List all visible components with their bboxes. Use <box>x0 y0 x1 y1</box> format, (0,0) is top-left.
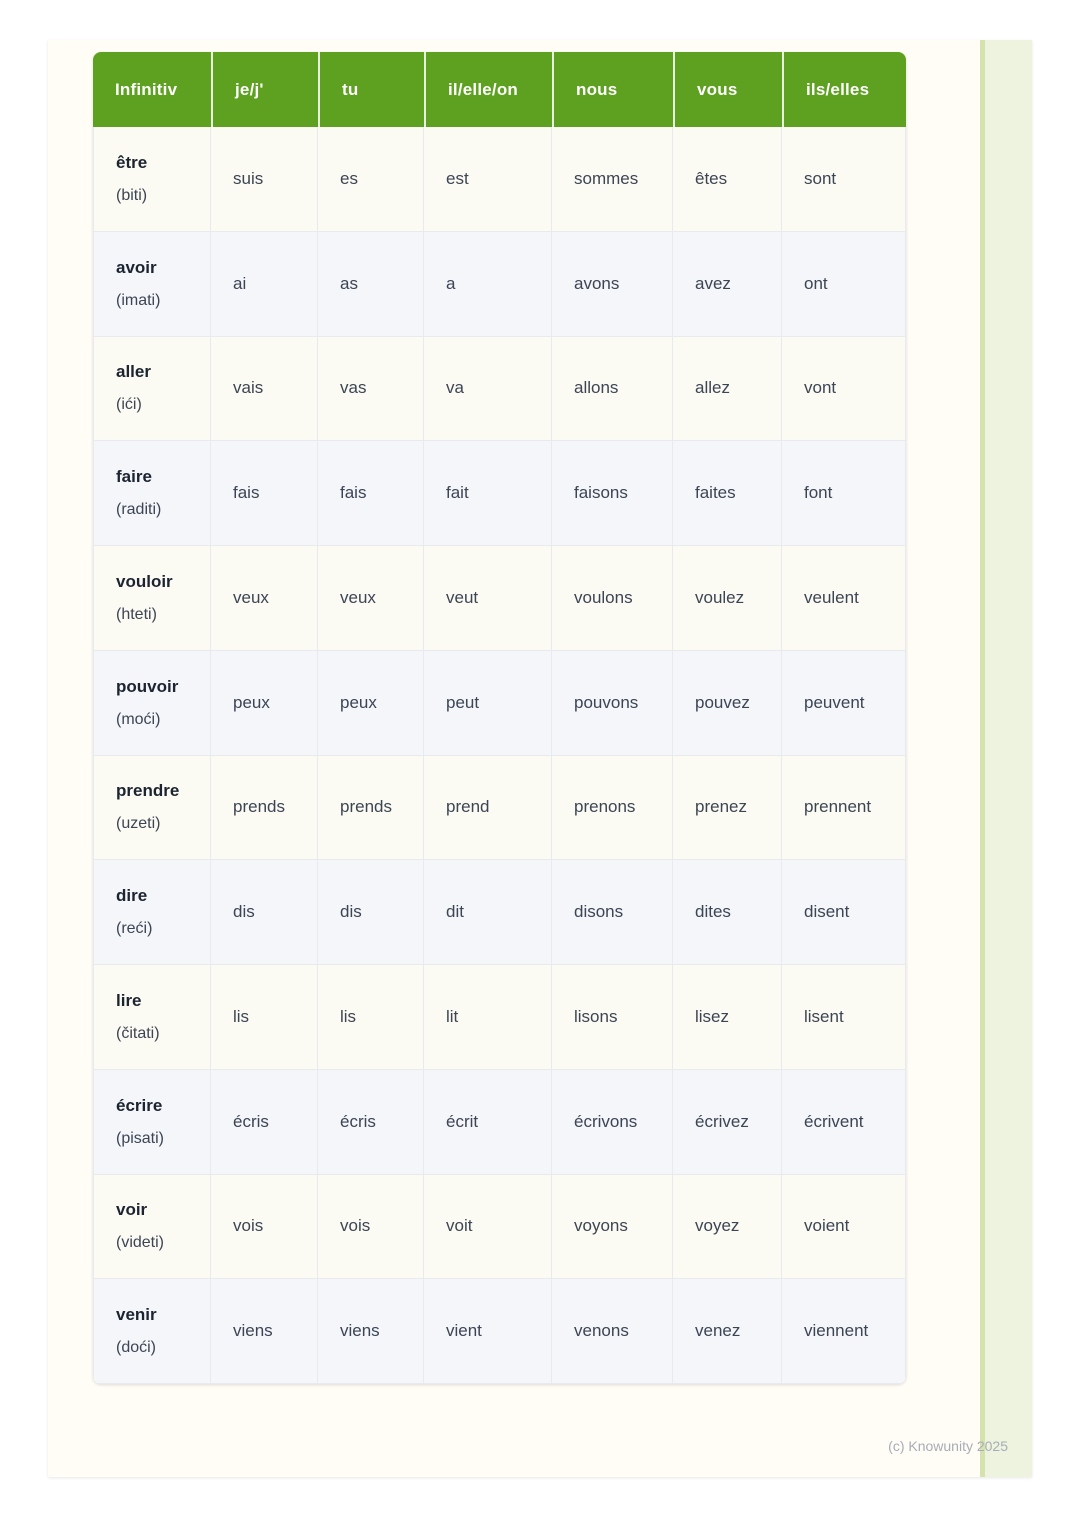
conjugation-cell: voient <box>782 1175 906 1280</box>
conjugation-cell: faisons <box>552 441 673 546</box>
copyright-text: (c) Knowunity 2025 <box>888 1438 1008 1454</box>
infinitive-cell <box>93 860 211 965</box>
conjugation-cell: prend <box>424 756 552 861</box>
translation-label: (raditi) <box>116 501 162 519</box>
infinitive-label: voir <box>116 1200 148 1220</box>
table-body <box>93 127 906 1384</box>
conjugation-cell: écris <box>318 1070 424 1175</box>
conjugation-cell: viennent <box>782 1279 906 1384</box>
table-row <box>93 546 906 651</box>
conjugation-table <box>93 52 906 1384</box>
conjugation-cell: a <box>424 232 552 337</box>
table-row <box>93 860 906 965</box>
table-row <box>93 1070 906 1175</box>
conjugation-cell: disent <box>782 860 906 965</box>
conjugation-cell: veux <box>211 546 318 651</box>
conjugation-cell: pouvez <box>673 651 782 756</box>
table-row <box>93 965 906 1070</box>
conjugation-cell: prennent <box>782 756 906 861</box>
conjugation-cell: lis <box>318 965 424 1070</box>
translation-label: (pisati) <box>116 1129 165 1147</box>
table-row <box>93 651 906 756</box>
conjugation-cell: peuvent <box>782 651 906 756</box>
conjugation-cell: dit <box>424 860 552 965</box>
infinitive-cell <box>93 441 211 546</box>
conjugation-cell: est <box>424 127 552 232</box>
conjugation-cell: lisons <box>552 965 673 1070</box>
translation-label: (uzeti) <box>116 815 161 833</box>
translation-label: (reći) <box>116 920 153 938</box>
infinitive-label: pouvoir <box>116 676 179 696</box>
conjugation-cell: pouvons <box>552 651 673 756</box>
column-header-vous: vous <box>673 52 782 127</box>
infinitive-cell <box>93 651 211 756</box>
conjugation-cell: écrit <box>424 1070 552 1175</box>
table-header-row <box>93 52 906 127</box>
conjugation-cell: écrivons <box>552 1070 673 1175</box>
infinitive-cell <box>93 546 211 651</box>
conjugation-cell: va <box>424 337 552 442</box>
conjugation-cell: viens <box>318 1279 424 1384</box>
infinitive-cell <box>93 337 211 442</box>
translation-label: (hteti) <box>116 605 157 623</box>
infinitive-label: faire <box>116 467 152 487</box>
infinitive-label: vouloir <box>116 571 173 591</box>
infinitive-label: lire <box>116 990 142 1010</box>
conjugation-cell: êtes <box>673 127 782 232</box>
conjugation-cell: lisez <box>673 965 782 1070</box>
conjugation-cell: faites <box>673 441 782 546</box>
table-row <box>93 232 906 337</box>
conjugation-cell: écris <box>211 1070 318 1175</box>
conjugation-cell: dis <box>318 860 424 965</box>
conjugation-cell: es <box>318 127 424 232</box>
conjugation-cell: prenons <box>552 756 673 861</box>
conjugation-cell: voyez <box>673 1175 782 1280</box>
conjugation-cell: voulons <box>552 546 673 651</box>
infinitive-label: venir <box>116 1305 157 1325</box>
infinitive-cell <box>93 965 211 1070</box>
conjugation-cell: disons <box>552 860 673 965</box>
conjugation-cell: fais <box>211 441 318 546</box>
conjugation-cell: ont <box>782 232 906 337</box>
conjugation-cell: font <box>782 441 906 546</box>
conjugation-cell: peut <box>424 651 552 756</box>
conjugation-cell: sont <box>782 127 906 232</box>
translation-label: (čitati) <box>116 1024 160 1042</box>
conjugation-cell: lisent <box>782 965 906 1070</box>
conjugation-cell: as <box>318 232 424 337</box>
column-header-infinitive: Infinitiv <box>115 79 178 99</box>
translation-label: (biti) <box>116 186 148 204</box>
translation-label: (videti) <box>116 1234 165 1252</box>
column-header-nous: nous <box>552 52 673 127</box>
conjugation-cell: peux <box>318 651 424 756</box>
conjugation-cell: veut <box>424 546 552 651</box>
document-page <box>48 40 1032 1477</box>
conjugation-cell: avons <box>552 232 673 337</box>
infinitive-label: aller <box>116 362 151 382</box>
conjugation-cell: vais <box>211 337 318 442</box>
conjugation-cell: venez <box>673 1279 782 1384</box>
conjugation-cell: ai <box>211 232 318 337</box>
conjugation-cell: dis <box>211 860 318 965</box>
translation-label: (doći) <box>116 1339 157 1357</box>
table-row <box>93 1175 906 1280</box>
infinitive-cell <box>93 232 211 337</box>
accent-stripe <box>980 40 1032 1477</box>
conjugation-cell: venons <box>552 1279 673 1384</box>
conjugation-cell: voyons <box>552 1175 673 1280</box>
conjugation-cell: suis <box>211 127 318 232</box>
infinitive-cell <box>93 1279 211 1384</box>
table-row <box>93 337 906 442</box>
infinitive-cell <box>93 127 211 232</box>
infinitive-cell <box>93 756 211 861</box>
conjugation-cell: veux <box>318 546 424 651</box>
conjugation-cell: vient <box>424 1279 552 1384</box>
table-row <box>93 441 906 546</box>
conjugation-cell: prends <box>318 756 424 861</box>
infinitive-cell <box>93 1070 211 1175</box>
conjugation-cell: peux <box>211 651 318 756</box>
conjugation-cell: vois <box>318 1175 424 1280</box>
conjugation-cell: voit <box>424 1175 552 1280</box>
conjugation-cell: fais <box>318 441 424 546</box>
conjugation-cell: allons <box>552 337 673 442</box>
table-row <box>93 1279 906 1384</box>
column-header-tu: tu <box>318 52 424 127</box>
conjugation-cell: dites <box>673 860 782 965</box>
conjugation-cell: voulez <box>673 546 782 651</box>
infinitive-cell <box>93 1175 211 1280</box>
translation-label: (moći) <box>116 710 161 728</box>
infinitive-label: dire <box>116 886 148 906</box>
column-header-il-elle-on: il/elle/on <box>424 52 552 127</box>
conjugation-cell: écrivez <box>673 1070 782 1175</box>
infinitive-label: être <box>116 152 148 172</box>
conjugation-cell: vont <box>782 337 906 442</box>
table-row <box>93 127 906 232</box>
translation-label: (imati) <box>116 291 161 309</box>
conjugation-cell: lit <box>424 965 552 1070</box>
infinitive-label: prendre <box>116 781 180 801</box>
conjugation-cell: vois <box>211 1175 318 1280</box>
infinitive-label: avoir <box>116 257 157 277</box>
conjugation-cell: viens <box>211 1279 318 1384</box>
conjugation-cell: avez <box>673 232 782 337</box>
infinitive-label: écrire <box>116 1095 163 1115</box>
conjugation-cell: sommes <box>552 127 673 232</box>
conjugation-cell: prenez <box>673 756 782 861</box>
conjugation-cell: lis <box>211 965 318 1070</box>
conjugation-cell: vas <box>318 337 424 442</box>
translation-label: (ići) <box>116 396 142 414</box>
conjugation-cell: allez <box>673 337 782 442</box>
table-row <box>93 756 906 861</box>
conjugation-cell: fait <box>424 441 552 546</box>
conjugation-cell: écrivent <box>782 1070 906 1175</box>
column-header-ils-elles: ils/elles <box>782 52 906 127</box>
conjugation-cell: prends <box>211 756 318 861</box>
column-header-je-j-: je/j' <box>211 52 318 127</box>
conjugation-cell: veulent <box>782 546 906 651</box>
